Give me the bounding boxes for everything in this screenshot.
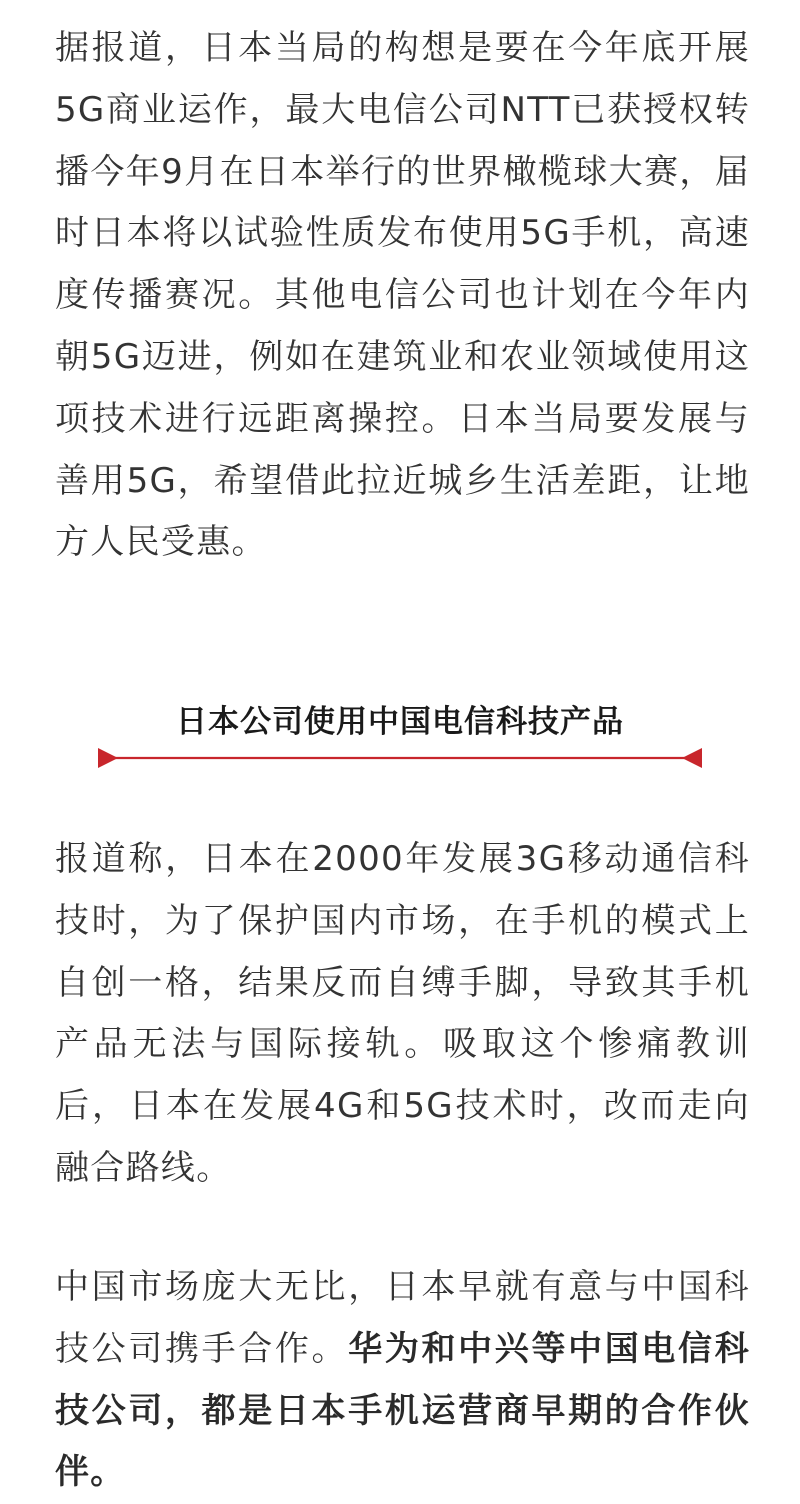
paragraph-3g-history: 报道称，日本在2000年发展3G移动通信科技时，为了保护国内市场，在手机的模式上自创一格，结果反而自缚手脚，导致其手机产品无法与国际接轨。吸取这个惨痛教训后，日本在发展4G和5G技术时，改而走向融合路线。 (55, 839, 750, 1188)
section-heading (0, 700, 800, 770)
left-arrowhead-icon (98, 748, 118, 768)
paragraph-china-cooperation (55, 1257, 750, 1504)
paragraph-normal-text: 中国市场庞大无比，日本早就有意与中国科技公司携手合作。 (55, 1267, 750, 1369)
section-title: 日本公司使用中国电信科技产品 (176, 704, 624, 740)
divider-line-icon (98, 747, 702, 769)
red-divider (98, 747, 702, 769)
paragraph-bold-text: 华为和中兴等中国电信科技公司，都是日本手机运营商早期的合作伙伴。 (55, 1328, 750, 1493)
paragraph-5g-plan: 据报道，日本当局的构想是要在今年底开展5G商业运作，最大电信公司NTT已获授权转播今年9月在日本举行的世界橄榄球大赛，届时日本将以试验性质发布使用5G手机，高速度传播赛况。其他电信公司也计划在今年内朝5G迈进，例如在建筑业和农业领域使用这项技术进行远距离操控。日本当局要发展与善用5G，希望借此拉近城乡生活差距，让地方人民受惠。 (55, 28, 750, 563)
right-arrowhead-icon (682, 748, 702, 768)
